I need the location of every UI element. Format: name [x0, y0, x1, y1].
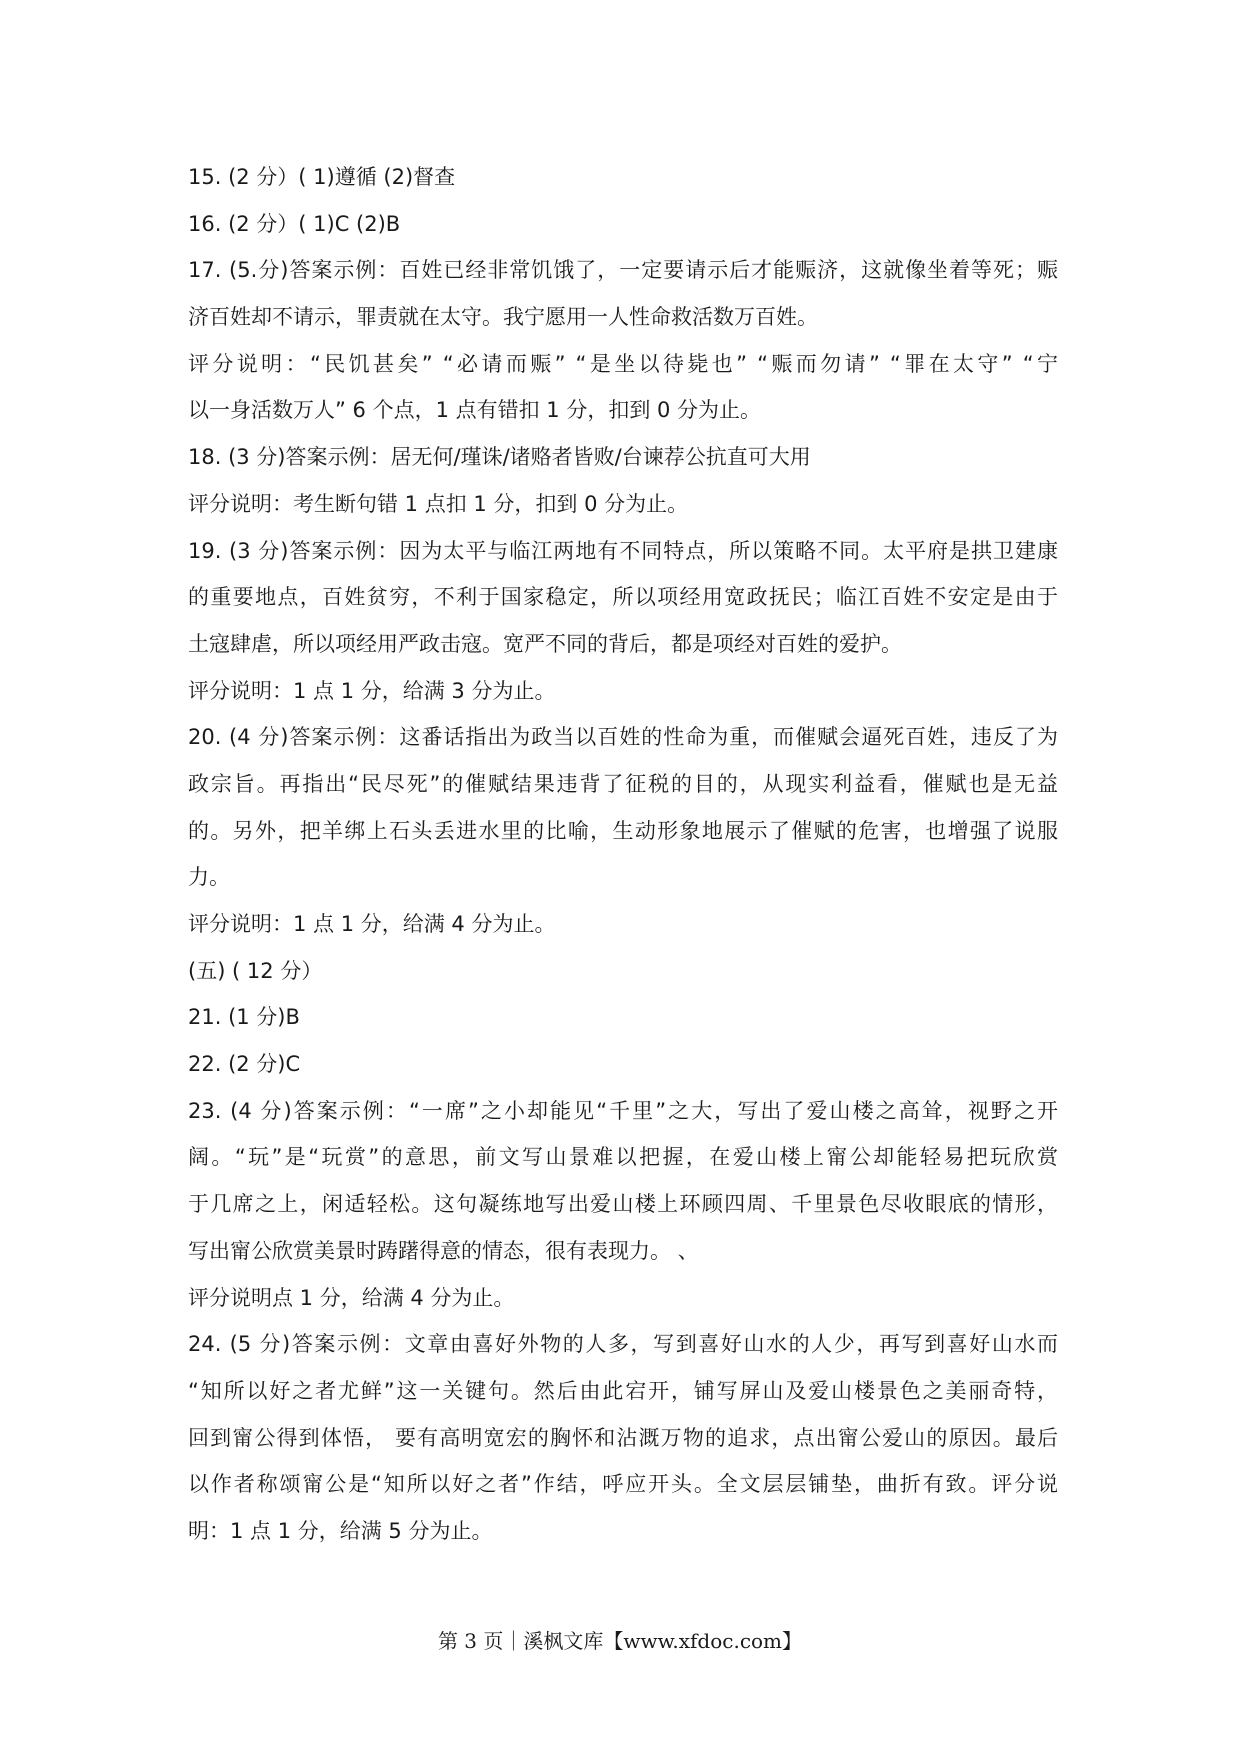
text-line: 23. (4 分)答案示例：“一席”之小却能见“千里”之大，写出了爱山楼之高耸，视野之开 [188, 1098, 1058, 1123]
text-line: 评分说明：考生断句错 1 点扣 1 分，扣到 0 分为止。 [188, 491, 689, 516]
text-line: 24. (5 分)答案示例：文章由喜好外物的人多，写到喜好山水的人少，再写到喜好山水而 [188, 1332, 1058, 1357]
text-line: 18. (3 分)答案示例：居无何/瑾诛/诸赂者皆败/台谏荐公抗直可大用 [188, 445, 811, 470]
text-line: 22. (2 分)C [188, 1052, 301, 1077]
text-line: 以作者称颂甯公是“知所以好之者”作结，呼应开头。全文层层铺垫，曲折有致。评分说 [188, 1472, 1058, 1497]
text-line: 21. (1 分)B [188, 1005, 300, 1030]
text-line: 土寇肆虐，所以项经用严政击寇。宽严不同的背后，都是项经对百姓的爱护。 [188, 631, 902, 656]
page-footer: 第 3 页｜溪枫文库【www.xfdoc.com】 [437, 1629, 803, 1653]
text-line: 回到甯公得到体悟， 要有高明宽宏的胸怀和沾溉万物的追求，点出甯公爱山的原因。最后 [188, 1425, 1058, 1450]
text-line: 政宗旨。再指出“民尽死”的催赋结果违背了征税的目的，从现实利益看，催赋也是无益 [188, 771, 1058, 796]
document-body [188, 154, 1058, 1555]
text-line: 评分说明：1 点 1 分，给满 4 分为止。 [188, 912, 556, 936]
text-line: 的。另外，把羊绑上石头丢进水里的比喻，生动形象地展示了催赋的危害，也增强了说服 [188, 818, 1058, 843]
text-line: 于几席之上，闲适轻松。这句凝练地写出爱山楼上环顾四周、千里景色尽收眼底的情形， [188, 1192, 1058, 1217]
text-line: 明：1 点 1 分，给满 5 分为止。 [188, 1518, 493, 1543]
text-line: 19. (3 分)答案示例：因为太平与临江两地有不同特点，所以策略不同。太平府是拱卫建康 [188, 538, 1058, 563]
text-line: 17. (5.分)答案示例：百姓已经非常饥饿了，一定要请示后才能赈济，这就像坐着等死；赈 [188, 258, 1058, 283]
text-line: (五) ( 12 分） [188, 958, 323, 983]
text-line: 力。 [188, 865, 230, 890]
text-line: 评分说明：“民饥甚矣” “必请而赈” “是坐以待毙也” “赈而勿请” “罪在太守” “宁 [188, 351, 1058, 376]
text-line: 15. (2 分）( 1)遵循 (2)督查 [188, 165, 456, 189]
text-line: 阔。“玩”是“玩赏”的意思，前文写山景难以把握，在爱山楼上甯公却能轻易把玩欣赏 [188, 1145, 1058, 1170]
text-line: 的重要地点，百姓贫穷，不利于国家稳定，所以项经用宽政抚民；临江百姓不安定是由于 [188, 585, 1058, 610]
text-line: 20. (4 分)答案示例：这番话指出为政当以百姓的性命为重，而催赋会逼死百姓，违反了为 [188, 725, 1058, 750]
text-line: 济百姓却不请示，罪责就在太守。我宁愿用一人性命救活数万百姓。 [188, 305, 818, 330]
text-line: 写出甯公欣赏美景时踌躇得意的情态，很有表现力。 、 [188, 1238, 699, 1263]
text-line: 16. (2 分）( 1)C (2)B [188, 211, 401, 236]
text-line: “知所以好之者尤鲜”这一关键句。然后由此宕开，铺写屏山及爱山楼景色之美丽奇特， [188, 1378, 1058, 1403]
text-line: 评分说明点 1 分，给满 4 分为止。 [188, 1285, 515, 1310]
text-line: 以一身活数万人” 6 个点，1 点有错扣 1 分，扣到 0 分为止。 [188, 398, 762, 423]
text-line: 评分说明：1 点 1 分，给满 3 分为止。 [188, 678, 556, 703]
